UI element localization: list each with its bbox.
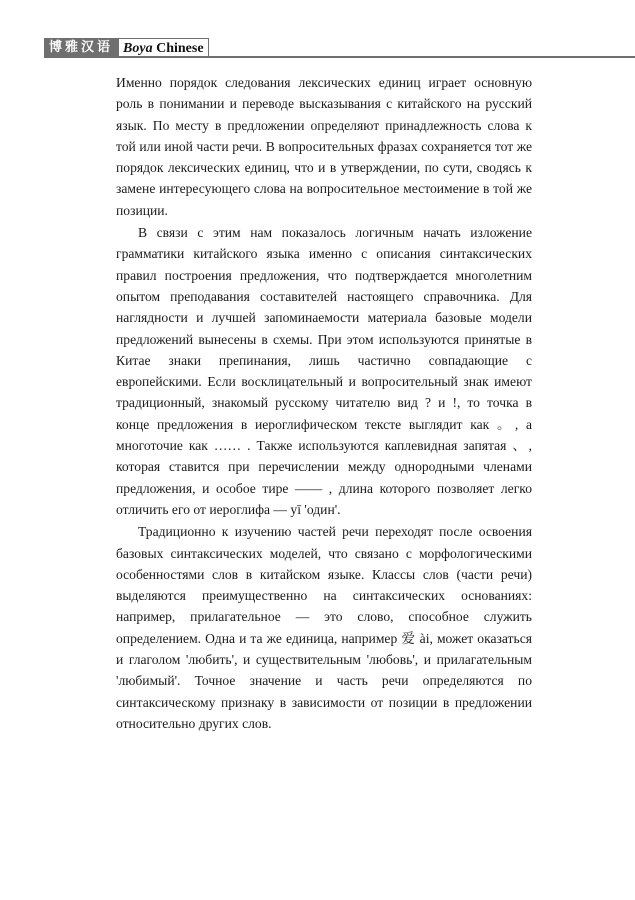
page-body — [116, 72, 532, 734]
series-title-english-italic: Boya — [123, 41, 153, 56]
running-header — [44, 38, 209, 58]
paragraph: Именно порядок следования лексических единиц играет основную роль в понимании и переводе высказывания с китайского на русский язык. По месту в предложении определяют принадлежность слова к той или иной части речи. В вопросительных фразах сохраняется тот же порядок лексических единиц, что и в утверждении, по сути, сводясь к замене интересующего слова на вопросительное местоимение в той же позиции. — [116, 75, 532, 218]
series-title-english — [119, 38, 209, 58]
series-title-chinese: 博雅汉语 — [44, 38, 119, 58]
paragraph: В связи с этим нам показалось логичным начать изложение грамматики китайского языка именно с описания синтаксических правил построения предложения, что подтверждается многолетним опытом преподавания составителей настоящего справочника. Для наглядности и лучшей запоминаемости материала базовые модели предложений вынесены в схемы. При этом используются принятые в Китае знаки препинания, лишь частично совпадающие с европейскими. Если восклицательный и вопросительный знак имеют традиционный, знакомый русскому читателю вид ? и !, то точка в конце предложения в иероглифическом тексте выглядит как 。, а многоточие как …… . Также используются каплевидная запятая 、, которая ставится при перечислении между однородными членами предложения, и особое тире —— , длина которого позволяет легко отличить его от иероглифа — yī 'один'. — [116, 225, 532, 517]
paragraph: Традиционно к изучению частей речи переходят после освоения базовых синтаксических моделей, что связано с морфологическими особенностями слов в китайском языке. Классы слов (части речи) выделяются преимущественно на синтаксических основаниях: например, прилагательное — это слово, способное служить определением. Одна и та же единица, например 爱 ài, может оказаться и глаголом 'любить', и существительным 'любовь', и прилагательным 'любимый'. Точное значение и часть речи определяются по синтаксическому признаку в зависимости от позиции в предложении относительно других слов. — [116, 524, 532, 731]
series-title-english-rest: Chinese — [152, 41, 204, 56]
header-rule — [44, 56, 635, 58]
